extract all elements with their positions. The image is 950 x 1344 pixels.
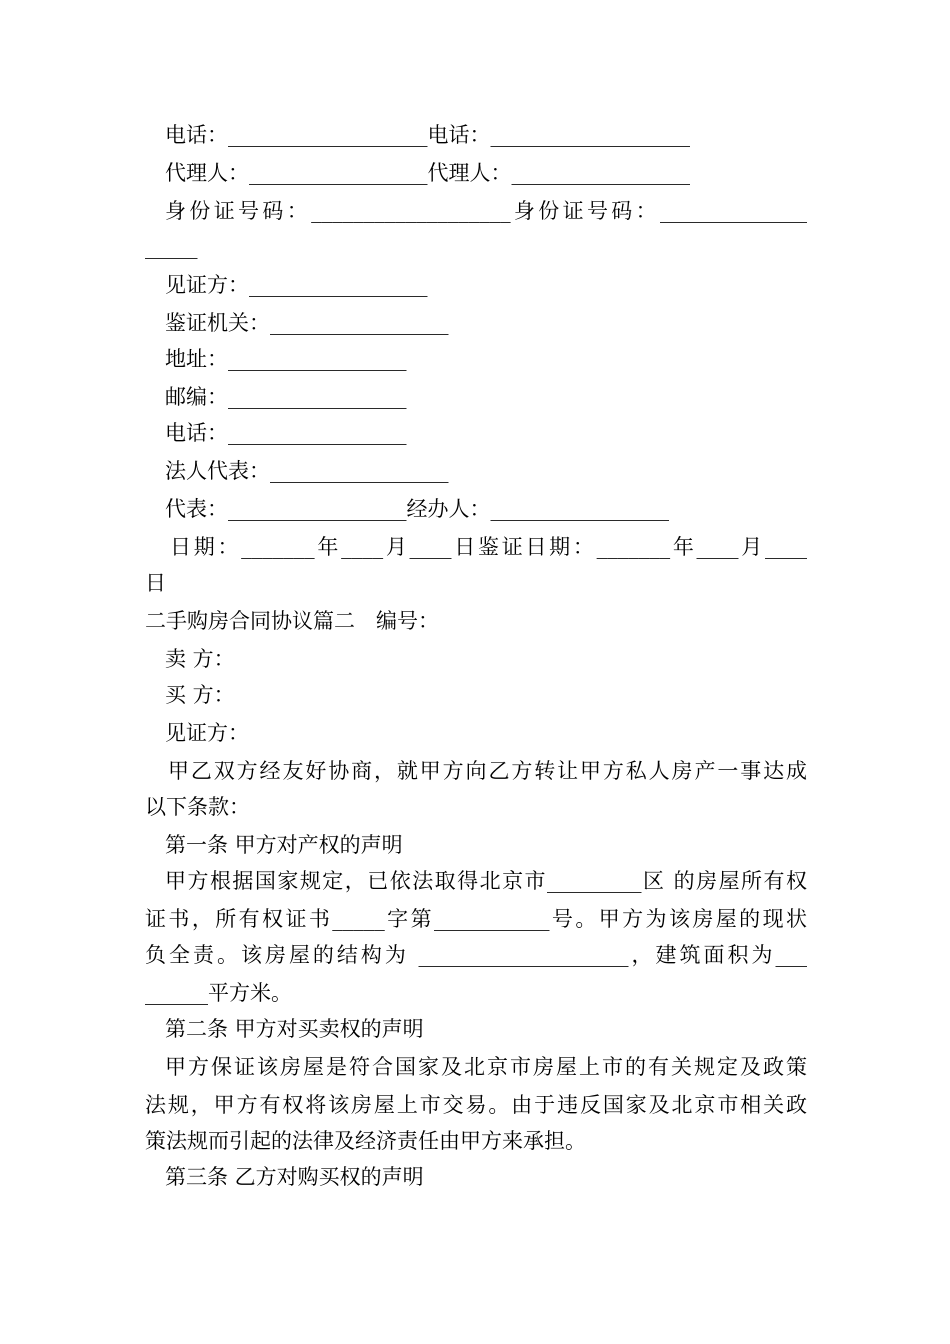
text-line: 以下条款： bbox=[145, 795, 250, 819]
article-heading: 第二条 甲方对买卖权的声明 bbox=[165, 1017, 424, 1041]
section-heading: 二手购房合同协议篇二 编号： bbox=[145, 609, 439, 633]
text-line: 见证方： bbox=[165, 721, 249, 745]
text-line: 邮编：_________________ bbox=[165, 385, 407, 409]
text-line: _____ bbox=[145, 235, 198, 259]
text-line: 电话：_________________ bbox=[165, 421, 407, 445]
text-line: 甲乙双方经友好协商，就甲方向乙方转让甲方私人房产一事达成 bbox=[168, 759, 807, 783]
text-line: 法人代表：_________________ bbox=[165, 459, 449, 483]
text-line: 鉴证机关：_________________ bbox=[165, 311, 449, 335]
text-line: 电话：___________________电话：___________________ bbox=[165, 123, 690, 147]
article-heading: 第三条 乙方对购买权的声明 bbox=[165, 1165, 424, 1189]
text-line: 见证方：_________________ bbox=[165, 273, 428, 297]
text-line: 买 方： bbox=[165, 683, 235, 707]
text-line: 甲方保证该房屋是符合国家及北京市房屋上市的有关规定及政策 bbox=[165, 1055, 807, 1079]
text-line: 策法规而引起的法律及经济责任由甲方来承担。 bbox=[145, 1129, 586, 1153]
text-line: 代理人：_________________代理人：_________________ bbox=[165, 161, 690, 185]
article-heading: 第一条 甲方对产权的声明 bbox=[165, 833, 403, 857]
text-line: 法规，甲方有权将该房屋上市交易。由于违反国家及北京市相关政 bbox=[145, 1093, 807, 1117]
text-line: 日期：_______年____月____日鉴证日期：_______年____月____ bbox=[170, 535, 807, 559]
text-line: 地址：_________________ bbox=[165, 347, 407, 371]
text-line: 身份证号码：___________________身份证号码：______________ bbox=[165, 199, 807, 223]
text-line: 卖 方： bbox=[165, 647, 235, 671]
text-line: 代表：_________________经办人：_________________ bbox=[165, 497, 669, 521]
text-line: ______平方米。 bbox=[145, 981, 292, 1005]
text-line: 日 bbox=[145, 571, 166, 595]
text-line: 负全责。该房屋的结构为 ____________________，建筑面积为___ bbox=[145, 943, 807, 967]
text-line: 证书，所有权证书_____字第___________号。甲方为该房屋的现状 bbox=[145, 907, 807, 931]
text-line: 甲方根据国家规定，已依法取得北京市_________区 的房屋所有权 bbox=[165, 869, 807, 893]
